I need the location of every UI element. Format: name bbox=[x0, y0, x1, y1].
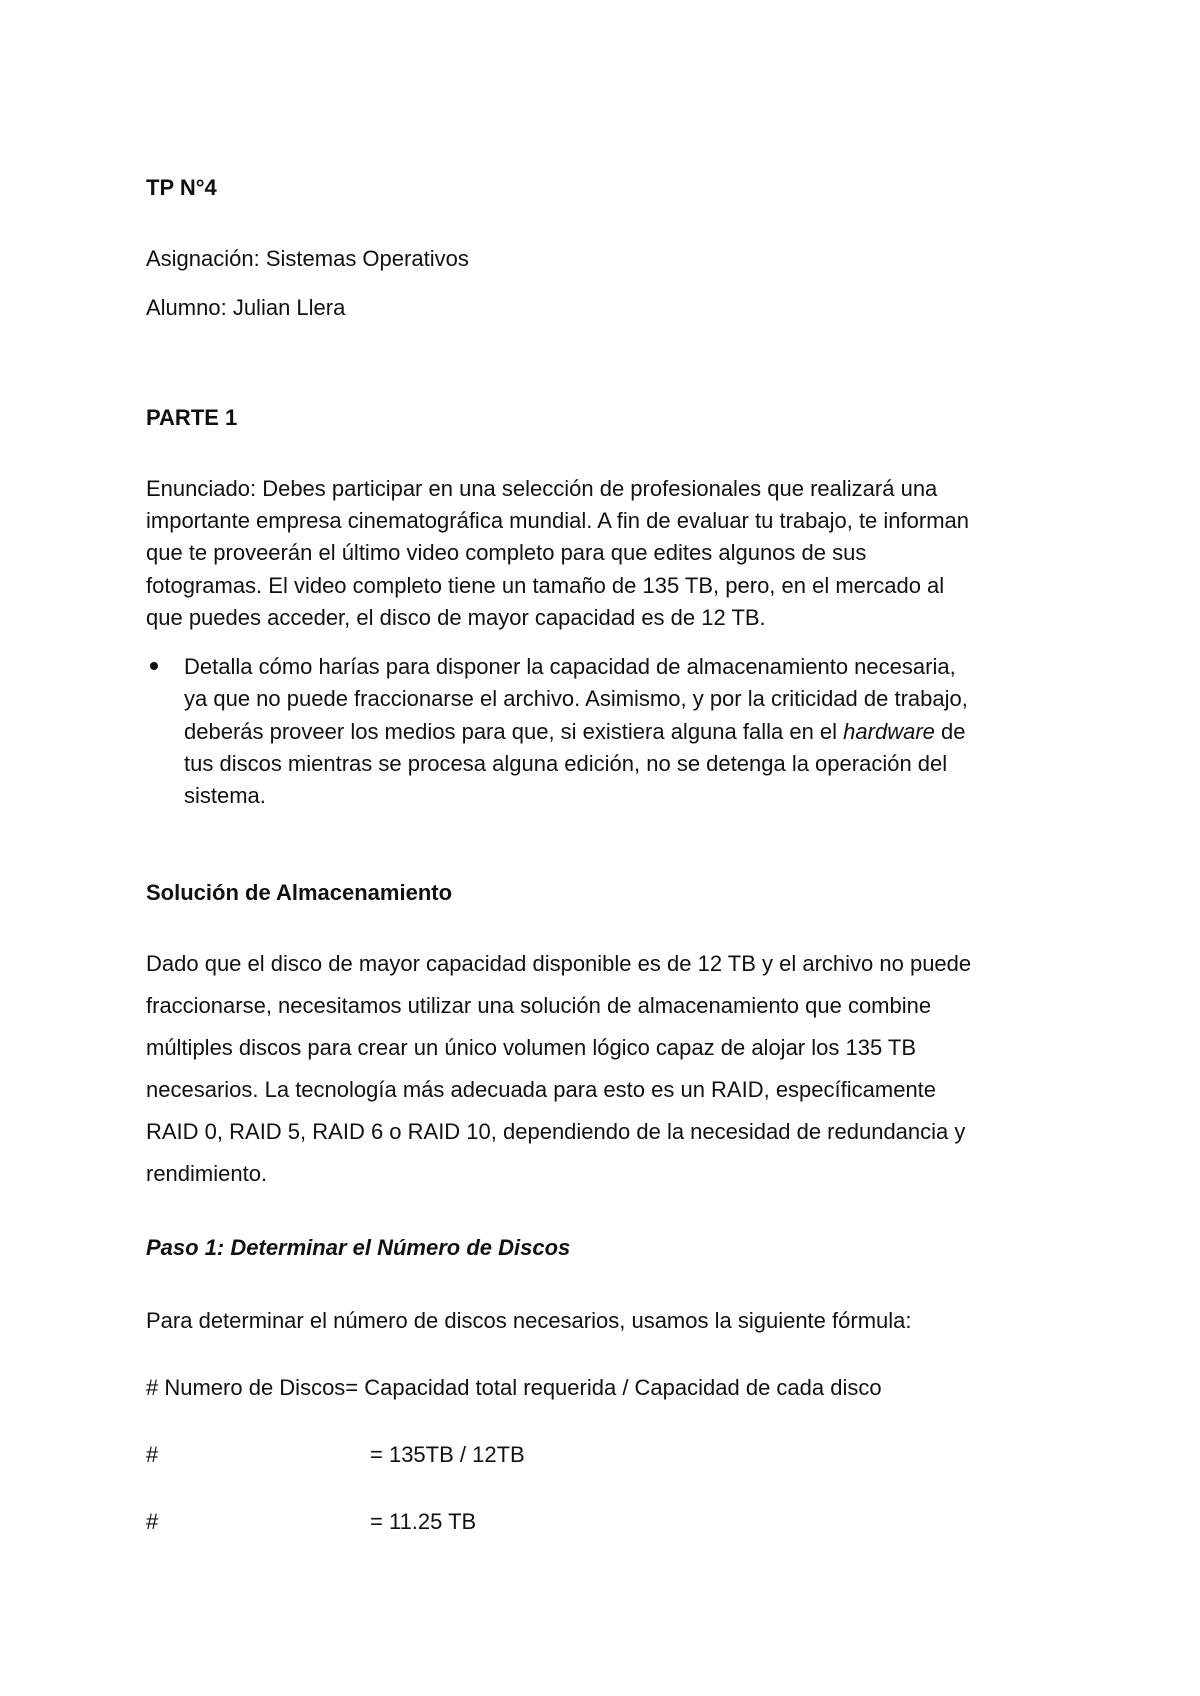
solution-line: rendimiento. bbox=[146, 1161, 268, 1186]
hardware-emphasis: hardware bbox=[843, 719, 935, 744]
solution-line: múltiples discos para crear un único volumen lógico capaz de alojar los 135 TB bbox=[146, 1035, 917, 1060]
solution-heading: Solución de Almacenamiento bbox=[146, 880, 453, 905]
statement-line: que te proveerán el último video completo para que edites algunos de sus bbox=[146, 540, 867, 565]
bullet-icon bbox=[150, 662, 158, 670]
bullet-line: Detalla cómo harías para disponer la capacidad de almacenamiento necesaria, bbox=[184, 654, 956, 679]
calc-value: = 135TB / 12TB bbox=[370, 1442, 525, 1467]
step1-intro: Para determinar el número de discos necesarios, usamos la siguiente fórmula: bbox=[146, 1308, 912, 1333]
calc-hash: # bbox=[146, 1509, 159, 1534]
bullet-text: de bbox=[934, 719, 966, 744]
bullet-line: ya que no puede fraccionarse el archivo. Asimismo, y por la criticidad de trabajo, bbox=[184, 686, 968, 711]
formula-line: # Numero de Discos= Capacidad total requerida / Capacidad de cada disco bbox=[146, 1375, 882, 1400]
bullet-line: tus discos mientras se procesa alguna edición, no se detenga la operación del bbox=[184, 751, 948, 776]
statement-line: Enunciado: Debes participar en una selección de profesionales que realizará una bbox=[146, 476, 938, 501]
statement-line: importante empresa cinematográfica mundial. A fin de evaluar tu trabajo, te informan bbox=[146, 508, 970, 533]
solution-line: necesarios. La tecnología más adecuada para esto es un RAID, específicamente bbox=[146, 1077, 937, 1102]
statement-line: que puedes acceder, el disco de mayor capacidad es de 12 TB. bbox=[146, 605, 766, 630]
step1-heading: Paso 1: Determinar el Número de Discos bbox=[146, 1235, 571, 1260]
statement-line: fotogramas. El video completo tiene un tamaño de 135 TB, pero, en el mercado al bbox=[146, 573, 945, 598]
part1-heading: PARTE 1 bbox=[146, 405, 238, 430]
solution-line: RAID 0, RAID 5, RAID 6 o RAID 10, dependiendo de la necesidad de redundancia y bbox=[146, 1119, 966, 1144]
document-title: TP N°4 bbox=[146, 175, 217, 200]
bullet-line: sistema. bbox=[184, 783, 266, 808]
assignment-line: Asignación: Sistemas Operativos bbox=[146, 246, 469, 271]
solution-line: Dado que el disco de mayor capacidad disponible es de 12 TB y el archivo no puede bbox=[146, 951, 972, 976]
student-line: Alumno: Julian Llera bbox=[146, 295, 346, 320]
calc-value: = 11.25 TB bbox=[370, 1509, 477, 1534]
bullet-line bbox=[184, 719, 965, 745]
solution-line: fraccionarse, necesitamos utilizar una solución de almacenamiento que combine bbox=[146, 993, 932, 1018]
bullet-text: deberás proveer los medios para que, si existiera alguna falla en el bbox=[184, 719, 844, 744]
calc-hash: # bbox=[146, 1442, 159, 1467]
